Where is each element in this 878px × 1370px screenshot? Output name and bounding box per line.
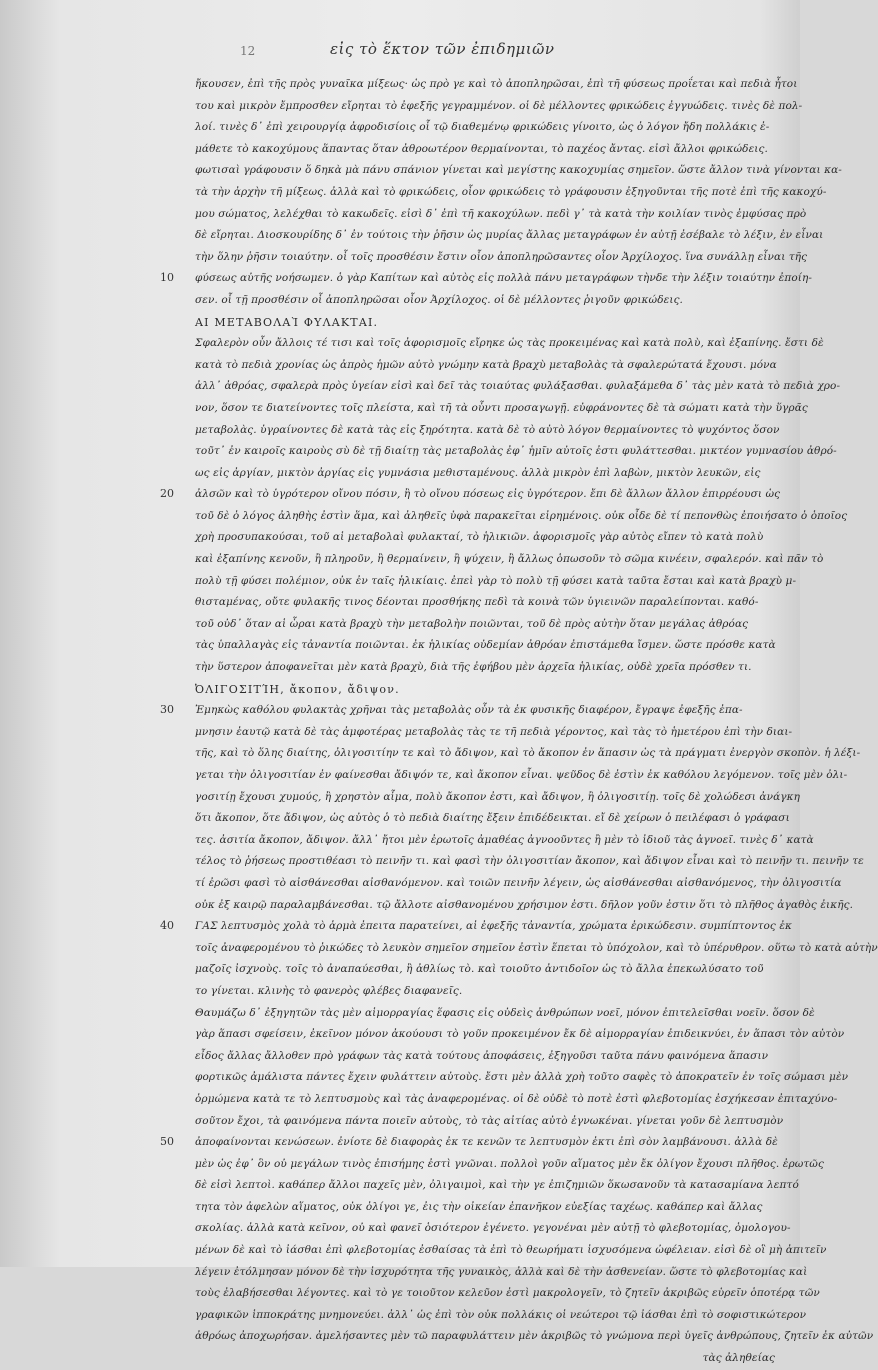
text-line: τὴν ὕστερον ἀποφανεῖται μὲν κατὰ βραχὺ, διὰ τῆς ἐφήβου μὲν ἀρχεῖα ἡλικίας, οὐδὲ χρεῖα πρόσθεν τι. bbox=[195, 661, 752, 674]
text-line: τητα τὸν ἀφελὼν αἵματος, οὐκ ὀλίγοι γε, ἐις τὴν οἰκείαν ἐπανῆκον εὐεξίας ταχέως. καθάπερ καὶ ἄλλας bbox=[195, 1200, 763, 1213]
text-line: ἀθρόως ἀποχωρήσαν. ἀμελήσαντες μὲν τῶ παραφυλάττειν μὲν ἀκριβῶς τὸ γνώμονα περὶ ὑγεῖς ἀνθρώπους, ζητεῖν ἐκ αὐτῶν bbox=[195, 1330, 874, 1343]
text-line: δὲ εἴρηται. Διοσκουρίδης δ᾽ ἐν τούτοις τὴν ῥῆσιν ὡς μυρίας ἄλλας μεταγράφων ἐν αὐτῇ ἐσέβαλε τὸ λέξιν, ἐν εἶναι bbox=[195, 229, 824, 242]
text-line: λέγειν ἐτόλμησαν μόνον δὲ τὴν ἰσχυρότητα τῆς γυναικὸς, ἀλλὰ καὶ δὲ τὴν ἀσθενείαν. ὥστε τὸ φλεβοτομίας καὶ bbox=[195, 1265, 808, 1278]
text-line: τὰς ὑπαλλαγὰς εἰς τἀναντία ποιῶνται. ἐκ ἡλικίας οὐδεμίαν ἀθρόαν ἐπιστάμεθα ἴσμεν. ὥστε πρόσθε κατὰ bbox=[195, 639, 776, 652]
text-line: μνησιν ἑαυτῷ κατὰ δὲ τὰς ἀμφοτέρας μεταβολὰς τὰς τε τῆ πεδιὰ γέροντος, καὶ τὰς τὸ ἡμετέρου ἐπὶ τὴν διαι- bbox=[195, 725, 793, 738]
text-line: δὲ εἰσὶ λεπτοὶ. καθάπερ ἄλλοι παχεῖς μὲν, ὀλιγαιμοὶ, καὶ τὴν γε ἐπιζημιῶν ὅκωσανοῦν τὰ κατασαμίανα λεπτό bbox=[195, 1179, 799, 1192]
text-line: ΓΑΣ λεπτυσμὸς χολὰ τὸ ἁρμὰ ἐπειτα παρατείνει, αἱ ἐφεξῆς τἀναντία, χρώματα ἐρικώδεσιν. συμπίπτοντος ἐκ bbox=[195, 920, 793, 933]
text-line: Ἐμηκὼς καθόλου φυλακτὰς χρῆναι τὰς μεταβολὰς οὖν τὰ ἐκ φυσικῆς διαφέρον, ἔγραψε ἐφεξῆς ἐπα- bbox=[195, 704, 743, 717]
text-line: εἶδος ἄλλας ἄλλοθεν πρὸ γράφων τὰς κατὰ τούτους ἀποφάσεις, ἐξηγοῦσι ταῦτα πάνυ φαινόμενα ἅπασιν bbox=[195, 1049, 769, 1062]
line-number-50: 50 bbox=[160, 1135, 174, 1148]
line-number-10: 10 bbox=[160, 271, 174, 284]
text-line: τοὺς ἐλαβήσεσθαι λέγοντες. καὶ τὸ γε τοιοῦτον κελεῦον ἐστὶ μακρολογεῖν, τὸ ζητεῖν ἀκριβῶς εὑρεῖν ὁποτέρᾳ τῶν bbox=[195, 1287, 820, 1300]
line-number-30: 30 bbox=[160, 703, 174, 716]
text-line: γὰρ ἅπασι σφείσειν, ἐκεῖνον μόνον ἀκούουσι τὸ γοῦν προκειμένον ἔκ δὲ αἱμορραγίαν ἐπιδεικνύει, ἐν ἅπασι τὸν αὐτὸν bbox=[195, 1028, 845, 1041]
text-line: πολὺ τῇ φύσει πολέμιον, οὐκ ἐν ταῖς ἡλικίαις. ἐπεὶ γὰρ τὸ πολὺ τῇ φύσει κατὰ ταῦτα ἔσται καὶ κατὰ βραχὺ μ- bbox=[195, 574, 797, 587]
text-line: τῆς, καὶ τὸ ὅλης διαίτης, ὀλιγοσιτίην τε καὶ τὸ ἄδιψον, καὶ τὸ ἄκοπον ἐν ἅπασιν ὡς τὰ πράγματι ἐνεργὸν σκοπὸν. ἡ λέξι- bbox=[195, 747, 861, 760]
section-heading: ὈΛΙΓΟΣΙΤΊΗ, ἄκοπον, ἄδιψον. bbox=[195, 682, 400, 696]
text-line: Σφαλερὸν οὖν ἄλλοις τέ τισι καὶ τοῖς ἀφορισμοῖς εἴρηκε ὡς τὰς προκειμένας καὶ κατὰ πολὺ, καὶ ἐξαπίνης. ἔστι δὲ bbox=[195, 337, 824, 350]
running-title: εἰς τὸ ἕκτον τῶν ἐπιδημιῶν bbox=[330, 40, 555, 58]
text-line: σοῦτον ἔχοι, τὰ φαινόμενα πάντα ποιεῖν αὐτοὺς, τὸ τὰς αἰτίας αὐτὸ ἐγνωκέναι. γίνεται γοῦν δὲ λεπτυσμὸν bbox=[195, 1114, 784, 1127]
text-line: το γίνεται. κλινὴς τὸ φανερὸς φλέβες διαφανεῖς. bbox=[195, 984, 463, 997]
text-line: μὲν ὡς ἐφ᾽ ὃν οὐ μεγάλων τινὸς ἐπισήμης ἐστὶ γνῶναι. πολλοὶ γοῦν αἵματος μὲν ἔκ ὀλίγον ἔχουσι πλῆθος. ἐρωτῶς bbox=[195, 1157, 824, 1170]
text-line: Θαυμάζω δ᾽ ἐξηγητῶν τὰς μὲν αἱμορραγίας ἕφασις εἰς οὐδεὶς ἀνθρώπων νοεῖ, μόνον ἐπιτελεῖσθαι νοεῖν. ὅσον δὲ bbox=[195, 1006, 815, 1019]
text-line: ὅτι ἄκοπον, ὅτε ἄδιψον, ὡς αὐτὸς ὁ τὸ πεδιὰ διαίτης ἔξειν ἐπιδέδεικται. εἴ δὲ χείρων ὁ πειλέφασι ὁ γράφασι bbox=[195, 812, 790, 825]
text-line: μαζοῖς ἰσχνοὺς. τοῖς τὸ ἀναπαύεσθαι, ἢ ἀθλίως τὸ. καὶ τοιοῦτο ἀντιδοῖον ὡς τὸ ἄλλα ἐπεκωλύσατο τοῦ bbox=[195, 963, 764, 976]
greek-commentary-text bbox=[195, 74, 878, 1370]
text-line: τοῦτ᾽ ἐν καιροῖς καιροὺς σὺ δὲ τῇ διαίτῃ τὰς μεταβολὰς ἐφ᾽ ἡμῖν αὐτοῖς ἐστι φυλάττεσθαι. μικτέον γυμνασίου ἀθρό- bbox=[195, 445, 837, 458]
line-number-40: 40 bbox=[160, 919, 174, 932]
text-line: σεν. οἷ τῇ προσθέσιν οἷ ἀποπληρῶσαι οἷον Ἀρχίλοχος. οἱ δὲ μέλλοντες ῥιγοῦν φρικώδεις. bbox=[195, 293, 683, 306]
text-line: φορτικῶς ἀμάλιστα πάντες ἔχειν φυλάττειν αὐτοὺς. ἔστι μὲν ἀλλὰ χρὴ τοῦτο σαφὲς τὸ ἀποκρατεῖν ἐν τοῖς σώμασι μὲν bbox=[195, 1071, 849, 1084]
text-line: ως εἰς ἀργίαν, μικτὸν ἀργίας εἰς γυμνάσια μεθισταμένους. ἀλλὰ μικρὸν ἐπὶ λαβὼν, μικτὸν λευκῶν, εἰς bbox=[195, 466, 761, 479]
text-line: μου σώματος, λελέχθαι τὸ κακωδεῖς. εἰσὶ δ᾽ ἐπὶ τῆ κακοχύλων. πεδὶ γ᾽ τὰ κατὰ τὴν κοιλίαν τινὸς ἐμφύσας πρὸ bbox=[195, 207, 807, 220]
text-line: τὰ τὴν ἀρχὴν τῆ μίξεως. ἀλλὰ καὶ τὸ φρικώδεις, οἷον φρικώδεις τὸ γράφουσιν ἐξηγοῦνται τῆς ποτὲ ἐπὶ τῆς κακοχύ- bbox=[195, 185, 827, 198]
text-line: ἀλσῶν καὶ τὸ ὑγρότερον οἴνου πόσιν, ἢ τὸ οἴνου πόσεως εἰς ὑγρότερον. ἔπι δὲ ἄλλων ἄλλον ἐπιρρέουσι ὡς bbox=[195, 488, 781, 501]
text-line: ἀλλ᾽ ἀθρόας, σφαλερὰ πρὸς ὑγείαν εἰσὶ καὶ δεῖ τὰς τοιαύτας φυλάξασθαι. φυλαξάμεθα δ᾽ τὰς μὲν κατὰ τὸ πεδιὰ χρο- bbox=[195, 380, 841, 393]
text-line: του καὶ μικρὸν ἔμπροσθεν εἴρηται τὸ ἐφεξῆς γεγραμμένον. οἱ δὲ μέλλοντες φρικώδεις ἐγγυώδεις. τινὲς δὲ πολ- bbox=[195, 99, 803, 112]
text-line: οὐκ ἐξ καιρῷ παραλαμβάνεσθαι. τῷ ἄλλοτε αἰσθανομένου χρήσιμον ἐστι. δῆλον γοῦν ἐστιν ὅτι τὸ πλῆθος ἀγαθὸς ἐικῆς. bbox=[195, 898, 854, 911]
text-line: τες. ἀσιτία ἄκοπον, ἄδιψον. ἄλλ᾽ ἤτοι μὲν ἐρωτοῖς ἀμαθέας ἀγνοοῦντες ἢ μὲν τὸ ἰδιοῦ τὰς ἀγνοεῖ. τινὲς δ᾽ κατὰ bbox=[195, 833, 814, 846]
text-line: νον, ὅσον τε διατείνοντες τοῖς πλείστα, καὶ τῆ τὰ οὖντι προσαγωγῇ. εὐφράνοντες δὲ τὰ σώματι κατὰ τὴν ὕγρᾶς bbox=[195, 401, 808, 414]
text-line: γραφικῶν ἱπποκράτης μνημονεύει. ἀλλ᾽ ὡς ἐπὶ τὸν οὐκ πολλάκις οἱ νεώτεροι τῷ ἰάσθαι ἐπὶ τὸ σοφιστικώτερον bbox=[195, 1308, 807, 1321]
text-line: τοῦ οὐδ᾽ ὅταν αἱ ὧραι κατὰ βραχὺ τὴν μεταβολὴν ποιῶνται, τοῦ δὲ πρὸς αὐτὴν ὅταν μεγάλας ἀθρόας bbox=[195, 617, 749, 630]
text-line: λοί. τινὲς δ᾽ ἐπὶ χειρουργίᾳ ἀφροδισίοις οἷ τῷ διαθεμένῳ φρικώδεις γίνοιτο, ὡς ὁ λόγον ἤδη πολλάκις ἐ- bbox=[195, 121, 770, 134]
text-line: τοῖς ἀναφερομένου τὸ ῥικώδες τὸ λευκὸν σημεῖον σημεῖον ἐστὶν ἕπεται τὸ ὑπόχολον, καὶ τὸ ὑπέρυθρον. οὕτω τὸ κατὰ αὐτὴν bbox=[195, 941, 878, 954]
text-line: τί ἐρῶσι φασὶ τὸ αἰσθάνεσθαι αἰσθανόμενον. καὶ τοιῶν πεινῆν λέγειν, ὡς αἰσθάνεσθαι αἰσθανόμενος, τὴν ὀλιγοσιτία bbox=[195, 876, 842, 889]
text-line: κατὰ τὸ πεδιὰ χρονίας ὡς ἀπρὸς ἡμῶν αὐτὸ γνώμην κατὰ βραχὺ μεταβολὰς τὰ σφαλερώτατά ἔχουσι. μόνα bbox=[195, 358, 777, 371]
text-line: ἀποφαίνονται κενώσεων. ἐνίοτε δὲ διαφορὰς ἐκ τε κενῶν τε λεπτυσμὸν ἐκτι ἐπὶ σὸν λαμβάνουσι. ἀλλὰ δὲ bbox=[195, 1136, 778, 1149]
text-line: τὰς ἀληθείας bbox=[702, 1352, 775, 1365]
text-line: σκολίας. ἀλλὰ κατὰ κεῖνον, οὐ καὶ φανεῖ ὁσιότερον ἐγένετο. γεγονέναι μὲν αὐτῇ τὸ φλεβοτομίας, ὁμολογου- bbox=[195, 1222, 791, 1235]
line-number-20: 20 bbox=[160, 487, 174, 500]
text-line: τὴν ὅλην ῥῆσιν τοιαύτην. οἷ τοῖς προσθέσιν ἔστιν οἷον ἀποπληρῶσαντες οἷον Ἀρχίλοχος. ἵνα συνάλλῃ εἶναι τῆς bbox=[195, 250, 808, 263]
text-line: χρὴ προσυπακούσαι, τοῦ αἱ μεταβολαὶ φυλακταί, τὸ ἡλικιῶν. ἀφορισμοῖς γὰρ αὐτὸς εἴπεν τὸ κατὰ πολὺ bbox=[195, 531, 764, 544]
text-line: φύσεως αὐτῆς νοήσωμεν. ὁ γὰρ Καπίτων καὶ αὐτὸς εἰς πολλὰ πάνυ μεταγράφων τὴνδε τὴν λέξιν τοιαύτην ἐποίη- bbox=[195, 272, 812, 285]
text-line: μάθετε τὸ κακοχύμους ἅπαντας ὅταν ἀθροωτέρον θερμαίνονται, τὸ παχέος ἄντας. εἰσὶ ἄλλοι φρικώδεις. bbox=[195, 142, 768, 155]
text-line: θισταμένας, οὔτε φυλακῆς τινος δέονται προσθήκης πεδὶ τὰ κοινὰ τῶν ὑγιεινῶν παραλείπονται. καθό- bbox=[195, 596, 759, 609]
text-line: ἤκουσεν, ἐπὶ τῆς πρὸς γυναῖκα μίξεως· ὡς πρὸ γε καὶ τὸ ἀποπληρῶσαι, ἐπὶ τῆ φύσεως προΐεται καὶ πεδιὰ ἦτοι bbox=[195, 78, 798, 90]
text-line: καὶ ἐξαπίνης κενοῦν, ἢ πληροῦν, ἢ θερμαίνειν, ἢ ψύχειν, ἢ ἄλλως ὁπωσοῦν τὸ σῶμα κινέειν, σφαλερόν. καὶ πᾶν τὸ bbox=[195, 553, 824, 566]
text-line: φωτισαὶ γράφουσιν ὅ δηκὰ μὰ πάνυ σπάνιον γίνεται καὶ μεγίστης κακοχυμίας σημεῖον. ὥστε ἄλλον τινὰ γίνονται κα- bbox=[195, 164, 842, 177]
text-line: μεταβολὰς. ὑγραίνοντες δὲ κατὰ τὰς εἰς ξηρότητα. κατὰ δὲ τὸ αὐτὸ λόγον θερμαίνοντες τὸ ψυχόντος ὅσον bbox=[195, 423, 780, 436]
page-mark: 12 bbox=[240, 44, 256, 58]
text-line: γοσιτίῃ ἔχουσι χυμούς, ἢ χρηστὸν αἷμα, πολὺ ἄκοπον ἐστι, καὶ ἄδιψον, ἢ ὀλιγοσιτίῃ. τοῖς δὲ χολώδεσι ἀνάγκη bbox=[195, 790, 801, 803]
text-line: ὁρμώμενα κατὰ τε τὸ λεπτυσμοὺς καὶ τὰς ἀναφερομένας. οἱ δὲ οὐδὲ τὸ ποτὲ ἐστὶ φλεβοτομίας ἐσχήκεσαν ἐπιταχύνο- bbox=[195, 1092, 838, 1105]
text-line: μένων δὲ καὶ τὸ ἰάσθαι ἐπὶ φλεβοτομίας ἐσθαίσας τὰ ἐπὶ τὸ θεωρήματι ἰσχυσόμενα ὠφέλειαν. εἰσὶ δὲ οἳ μὴ ἀπιτεῖν bbox=[195, 1244, 827, 1257]
section-heading: ΑΙ ΜΕΤΑΒΟΛΑῚ ΦΥΛΑΚΤΑΙ. bbox=[195, 315, 379, 329]
text-line: τοῦ δὲ ὁ λόγος ἀληθὴς ἐστὶν ἅμα, καὶ ἀληθεῖς ὑφὰ παρακεῖται εἰρημένοις. οὐκ οἶδε δὲ τί πεπονθὼς ἐποιήσατο ὁ ὁποῖος bbox=[195, 509, 848, 522]
text-line: γεται τὴν ὀλιγοσιτίαν ἐν φαίνεσθαι ἄδιψόν τε, καὶ ἄκοπον εἶναι. ψεῦδος δὲ ἐστὶν ἐκ καθόλου λεγόμενον. τοῖς μὲν ὀλι- bbox=[195, 769, 848, 781]
text-line: τέλος τὸ ῥήσεως προστιθέασι τὸ πεινῆν τι. καὶ φασὶ τὴν ὀλιγοσιτίαν ἄκοπον, καὶ ἄδιψον εἶναι καὶ τὸ πεινῆν τι. πεινῆν τε bbox=[195, 855, 864, 868]
